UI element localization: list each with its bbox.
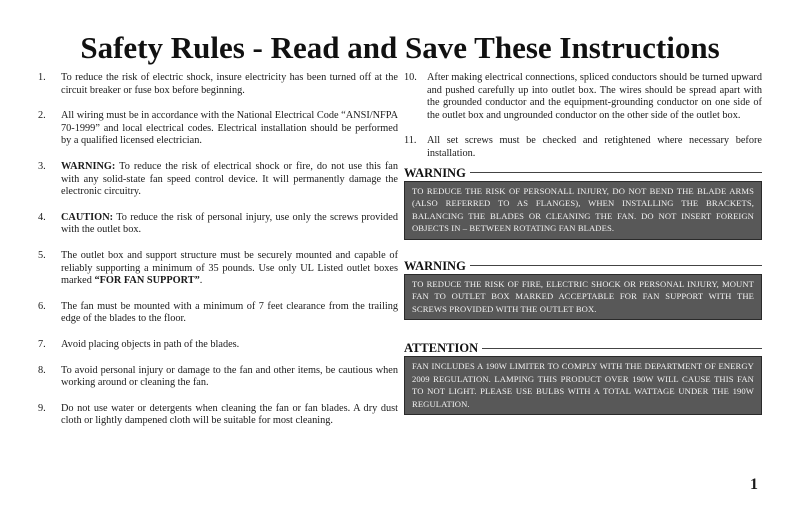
notice-heading-text: WARNING bbox=[404, 165, 466, 180]
page-number: 1 bbox=[750, 476, 758, 493]
rule-body: The outlet box and support structure must be securely mounted and capable of reliably supporting a minimum of 35 pounds. Use only UL Listed outlet boxes marked bbox=[61, 249, 398, 287]
rule-text: After making electrical connections, spliced conductors should be turned upward and pushed carefully up into outlet box. The wires should be spread apart with the grounded conductor and the equipment-grounding conductor on one side of the outlet box and ungrounded conductor on the other side of the outlet box. bbox=[427, 72, 762, 121]
rule-item-7 bbox=[38, 339, 398, 352]
rule-bold-prefix: CAUTION: bbox=[61, 211, 114, 223]
rule-item-8 bbox=[38, 365, 398, 390]
notice-heading-text: ATTENTION bbox=[404, 341, 479, 356]
notice-box: FAN INCLUDES A 190W LIMITER TO COMPLY WITH THE DEPARTMENT OF ENERGY 2009 REGULATION. LAMPING THIS PRODUCT OVER 190W WILL CAUSE THIS FAN TO NOT LIGHT. PLEASE USE BULBS WITH A TOTAL WATTAGE UNDER THE 190W REGULATION. bbox=[404, 356, 762, 415]
rule-text: To avoid personal injury or damage to the fan and other items, be cautious when working around or cleaning the fan. bbox=[61, 364, 398, 389]
rule-item-2 bbox=[38, 110, 398, 148]
heading-rule bbox=[470, 172, 762, 173]
rule-item-11 bbox=[404, 135, 762, 160]
rule-number: 11. bbox=[404, 135, 417, 147]
heading-rule bbox=[482, 348, 762, 349]
page-title: Safety Rules - Read and Save These Instructions bbox=[80, 30, 720, 65]
notice-heading bbox=[404, 167, 762, 179]
rule-number: 7. bbox=[38, 338, 46, 350]
rule-item-9 bbox=[38, 403, 398, 428]
rule-text: Avoid placing objects in path of the blades. bbox=[61, 338, 240, 350]
rule-tail: . bbox=[199, 275, 203, 287]
left-column bbox=[38, 72, 398, 441]
notice-heading bbox=[404, 342, 762, 354]
notice-heading-text: WARNING bbox=[404, 258, 466, 273]
rule-number: 4. bbox=[38, 211, 46, 223]
rule-item-3 bbox=[38, 161, 398, 199]
rule-number: 3. bbox=[38, 160, 46, 172]
rule-text: Do not use water or detergents when cleaning the fan or fan blades. A dry dust cloth or lightly dampened cloth will be suitable for most cleaning. bbox=[61, 402, 398, 427]
rule-number: 2. bbox=[38, 110, 46, 122]
rule-number: 5. bbox=[38, 249, 46, 261]
rule-number: 6. bbox=[38, 300, 46, 312]
rule-number: 8. bbox=[38, 364, 46, 376]
notice-box: TO REDUCE THE RISK OF FIRE, ELECTRIC SHOCK OR PERSONAL INJURY, MOUNT FAN TO OUTLET BOX MARKED ACCEPTABLE FOR FAN SUPPORT WITH THE SCREWS PROVIDED WITH THE OUTLET BOX. bbox=[404, 274, 762, 321]
heading-rule bbox=[470, 265, 762, 266]
rule-body: To reduce the risk of electric shock, insure electricity has been turned off at the circuit breaker or fuse box before beginning. bbox=[61, 72, 398, 96]
notice-heading bbox=[404, 260, 762, 272]
warning-notice-1 bbox=[404, 167, 762, 240]
rule-text: All set screws must be checked and retightened where necessary before installation. bbox=[427, 135, 762, 159]
rule-text: The fan must be mounted with a minimum of 7 feet clearance from the trailing edge of the blades to the floor. bbox=[61, 300, 398, 325]
rule-bold-prefix: WARNING: bbox=[61, 160, 116, 172]
right-column bbox=[404, 72, 762, 415]
rule-text bbox=[61, 161, 398, 199]
rule-text bbox=[61, 212, 398, 237]
rule-bold-tail: “FOR FAN SUPPORT” bbox=[94, 275, 200, 287]
rule-number: 1. bbox=[38, 72, 46, 83]
rule-item-1 bbox=[38, 72, 398, 97]
rule-item-10 bbox=[404, 72, 762, 122]
attention-notice bbox=[404, 342, 762, 415]
rule-body: All wiring must be in accordance with the National Electrical Code “ANSI/NFPA 70-1999” and local electrical codes. Electrical installation should be performed by a qualified licensed electrician. bbox=[61, 110, 398, 147]
rule-body: To reduce the risk of electrical shock or fire, do not use this fan with any solid-state fan speed control device. It will permanently damage the electronic circuitry. bbox=[61, 160, 398, 198]
rule-item-6 bbox=[38, 301, 398, 326]
rule-text bbox=[61, 250, 398, 288]
rule-item-4 bbox=[38, 212, 398, 237]
rule-number: 9. bbox=[38, 402, 46, 414]
rule-text bbox=[61, 72, 398, 97]
rule-text bbox=[61, 110, 398, 148]
notice-box: TO REDUCE THE RISK OF PERSONALL INJURY, DO NOT BEND THE BLADE ARMS (ALSO REFERRED TO AS FLANGES), WHEN INSTALLING THE BRACKETS, BALANCING THE BLADES OR CLEANING THE FAN. DO NOT INSERT FOREIGN OBJECTS IN – BETWEEN ROTATING FAN BLADES. bbox=[404, 181, 762, 240]
warning-notice-2 bbox=[404, 260, 762, 321]
rule-body: To reduce the risk of personal injury, use only the screws provided with the outlet box. bbox=[61, 211, 398, 236]
rule-item-5 bbox=[38, 250, 398, 288]
rule-number: 10. bbox=[404, 72, 417, 83]
